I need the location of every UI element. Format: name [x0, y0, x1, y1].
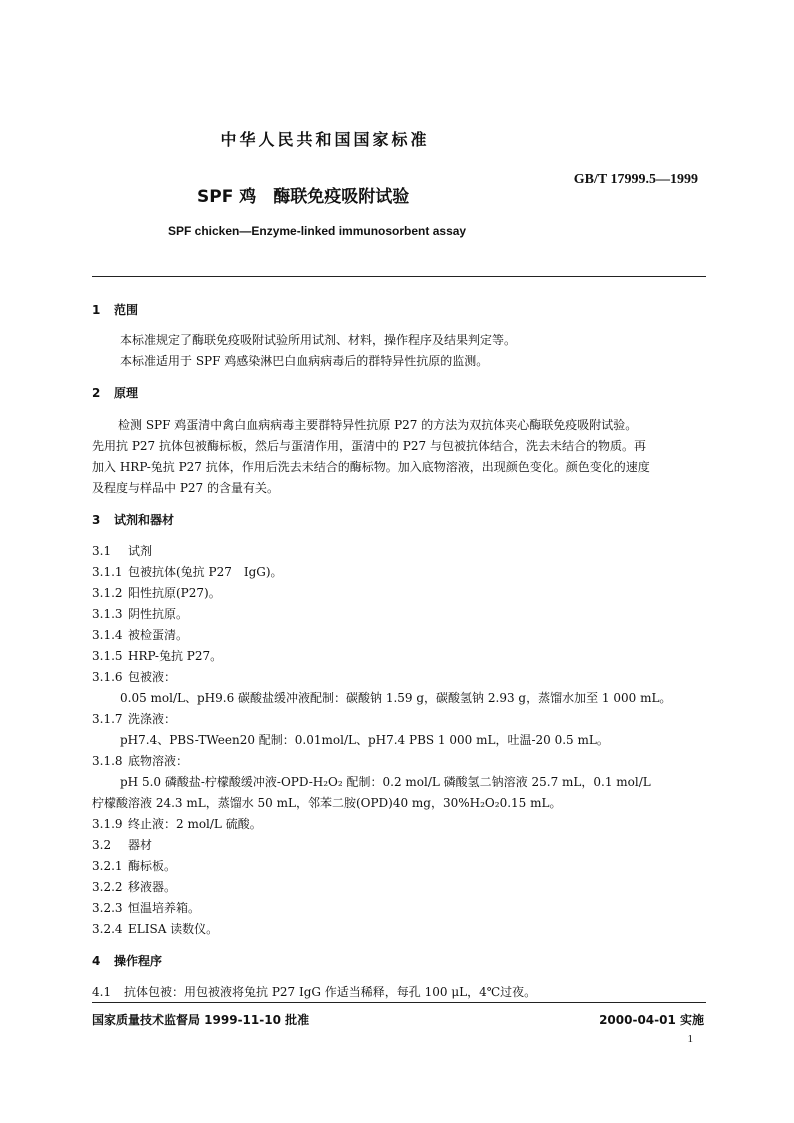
country-standard-title: 中华人民共和国国家标准: [220, 130, 430, 149]
list-item: 3.1.6 包被液：: [92, 670, 177, 684]
approval-info: 国家质量技术监督局 1999-11-10 批准: [92, 1013, 310, 1027]
paragraph: 本标准规定了酶联免疫吸附试验所用试剂、材料，操作程序及结果判定等。: [120, 333, 517, 347]
paragraph: 本标准适用于 SPF 鸡感染淋巴白血病病毒后的群特异性抗原的监测。: [120, 354, 489, 368]
document-title-cn: SPF 鸡 酶联免疫吸附试验: [197, 187, 410, 207]
list-item: 3.1.8 底物溶液：: [92, 754, 189, 768]
list-item-detail: pH7.4、PBS-TWeen20 配制：0.01mol/L、pH7.4 PBS 1 000 mL，吐温-20 0.5 mL。: [120, 733, 609, 747]
page-number: 1: [687, 1033, 693, 1045]
list-item-detail: 0.05 mol/L、pH9.6 碳酸盐缓冲液配制：碳酸钠 1.59 g，碳酸氢钠 2.93 g，蒸馏水加至 1 000 mL。: [120, 691, 672, 705]
list-item: 3.1.9 终止液：2 mol/L 硫酸。: [92, 817, 262, 831]
list-item: 4.1 抗体包被：用包被液将兔抗 P27 IgG 作适当稀释，每孔 100 μL，4℃过夜。: [92, 985, 537, 999]
list-item: 3.1.1 包被抗体(兔抗 P27 IgG)。: [92, 565, 283, 579]
effective-date: 2000-04-01 实施: [599, 1013, 704, 1027]
section-heading-2: 2 原理: [92, 386, 139, 400]
list-item: 3.2.4 ELISA 读数仪。: [92, 922, 219, 936]
document-title-en: SPF chicken—Enzyme-linked immunosorbent assay: [168, 224, 467, 238]
list-item: 3.2.1 酶标板。: [92, 859, 177, 873]
list-item: 3.1.3 阴性抗原。: [92, 607, 189, 621]
section-heading-3: 3 试剂和器材: [92, 513, 175, 527]
list-item-detail: 柠檬酸溶液 24.3 mL，蒸馏水 50 mL，邻苯二胺(OPD)40 mg，30%H₂O₂0.15 mL。: [92, 796, 562, 810]
list-item: 3.1.7 洗涤液：: [92, 712, 177, 726]
list-item: 3.2.2 移液器。: [92, 880, 177, 894]
list-item: 3.1.2 阳性抗原(P27)。: [92, 586, 221, 600]
paragraph-line: 及程度与样品中 P27 的含量有关。: [92, 481, 279, 495]
paragraph-line: 加入 HRP-兔抗 P27 抗体，作用后洗去未结合的酶标物。加入底物溶液，出现颜色变化。颜色变化的速度: [92, 460, 650, 474]
header-divider: [92, 276, 706, 277]
standard-code: GB/T 17999.5—1999: [573, 172, 698, 187]
list-item: 3.1 试剂: [92, 544, 153, 558]
footer-divider: [92, 1002, 706, 1003]
paragraph-line: 先用抗 P27 抗体包被酶标板，然后与蛋清作用，蛋清中的 P27 与包被抗体结合，洗去未结合的物质。再: [92, 439, 646, 453]
section-heading-1: 1 范围: [92, 303, 139, 317]
list-item-detail: pH 5.0 磷酸盐-柠檬酸缓冲液-OPD-H₂O₂ 配制：0.2 mol/L 磷酸氢二钠溶液 25.7 mL，0.1 mol/L: [120, 775, 651, 789]
list-item: 3.1.5 HRP-兔抗 P27。: [92, 649, 223, 663]
list-item: 3.2.3 恒温培养箱。: [92, 901, 201, 915]
section-heading-4: 4 操作程序: [92, 954, 163, 968]
paragraph-line: 检测 SPF 鸡蛋清中禽白血病病毒主要群特异性抗原 P27 的方法为双抗体夹心酶联免疫吸附试验。: [118, 418, 638, 432]
list-item: 3.2 器材: [92, 838, 153, 852]
list-item: 3.1.4 被检蛋清。: [92, 628, 189, 642]
